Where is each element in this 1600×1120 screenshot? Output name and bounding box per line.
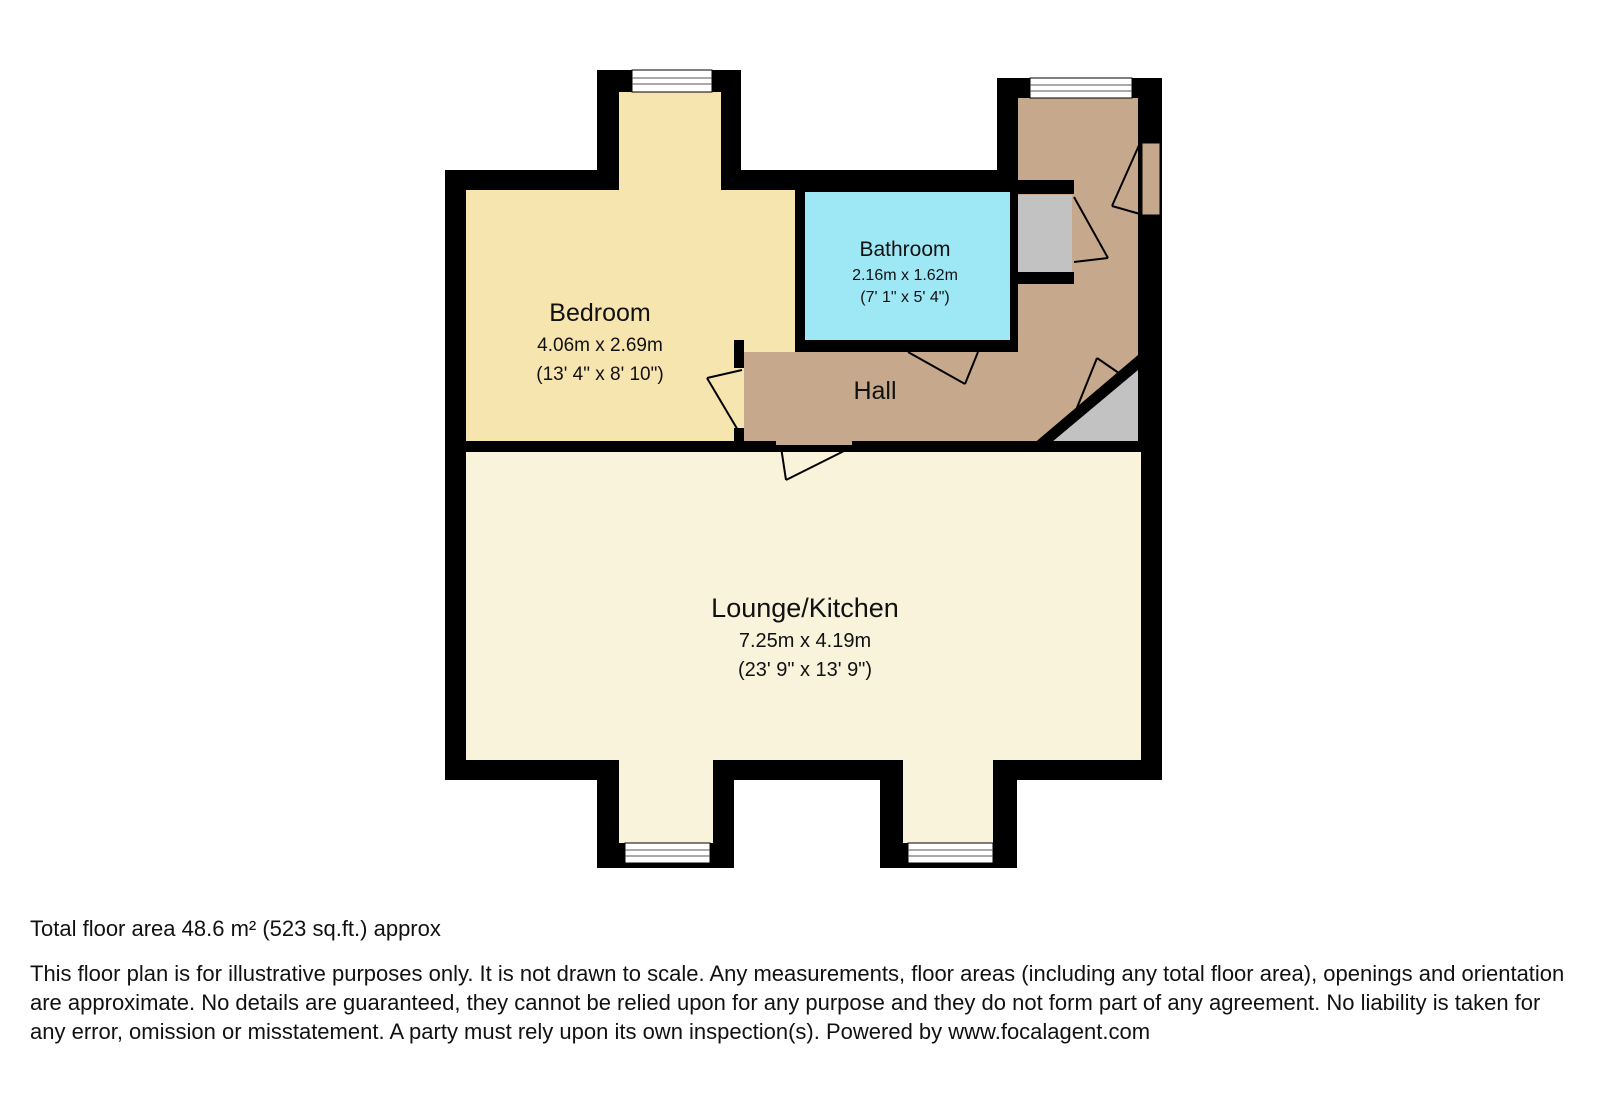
disclaimer-text: This floor plan is for illustrative purposes only. It is not drawn to scale. Any measurements, floor areas (including any total floor area), openings and orientation are approximate. No details are guaranteed, they cannot be relied upon for any purpose and they do not form part of any agreement. No liability is taken for any error, omission or misstatement. A party must rely upon its own inspection(s). Powered by www.focalagent.com xyxy=(30,961,1565,1044)
bathroom-imperial: (7' 1" x 5' 4") xyxy=(860,289,950,306)
hall-window xyxy=(1030,78,1132,98)
hall-cupboard xyxy=(1018,195,1072,275)
lounge-window-right xyxy=(908,843,993,863)
bathroom-floor xyxy=(805,192,1010,340)
bedroom-imperial: (13' 4" x 8' 10") xyxy=(536,364,664,385)
bathroom-room xyxy=(805,192,1010,340)
total-floor-area: Total floor area 48.6 m² (523 sq.ft.) approx xyxy=(30,916,441,941)
lounge-window-left xyxy=(625,843,710,863)
bedroom-window xyxy=(632,70,712,92)
lounge-kitchen-metric: 7.25m x 4.19m xyxy=(738,630,872,652)
bedroom-metric: 4.06m x 2.69m xyxy=(537,335,663,356)
hall-name: Hall xyxy=(853,377,897,405)
bedroom-name: Bedroom xyxy=(549,299,651,327)
lounge-kitchen-name: Lounge/Kitchen xyxy=(711,593,899,623)
bathroom-metric: 2.16m x 1.62m xyxy=(852,267,958,284)
plan-footer xyxy=(30,915,1575,1046)
bathroom-name: Bathroom xyxy=(859,238,951,261)
lounge-kitchen-imperial: (23' 9" x 13' 9") xyxy=(737,659,873,681)
